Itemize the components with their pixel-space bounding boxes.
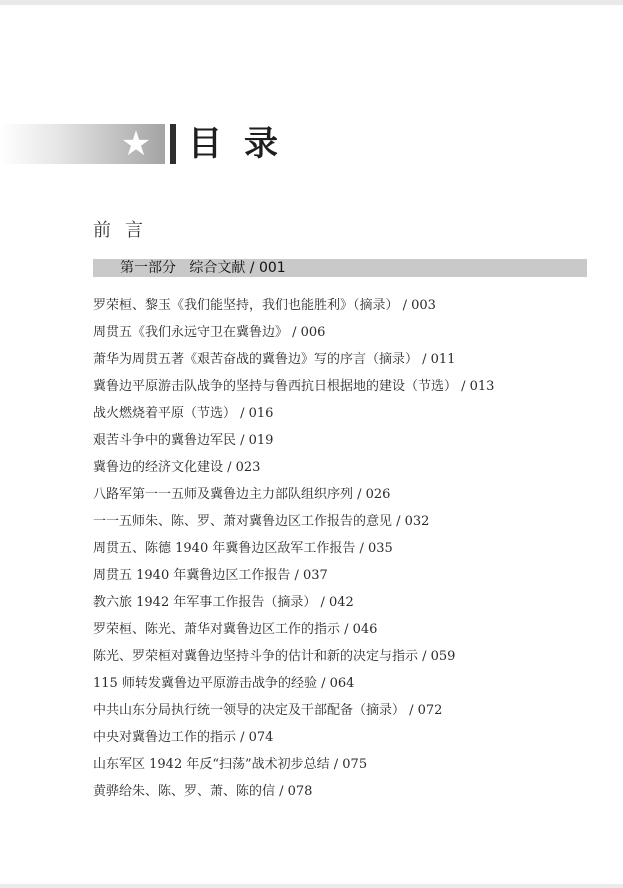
star-icon: ★ [120,124,152,164]
toc-entry[interactable]: 罗荣桓、黎玉《我们能坚持，我们也能胜利》（摘录） / 003 [93,298,436,313]
preface-heading[interactable]: 前言 [93,220,157,241]
toc-entry[interactable]: 萧华为周贯五著《艰苦奋战的冀鲁边》写的序言（摘录） / 011 [93,352,456,367]
toc-entry[interactable]: 艰苦斗争中的冀鲁边军民 / 019 [93,433,274,448]
toc-entry[interactable]: 黄骅给朱、陈、罗、萧、陈的信 / 078 [93,784,313,799]
page-title: 目录 [188,124,300,164]
toc-entry[interactable]: 罗荣桓、陈光、萧华对冀鲁边区工作的指示 / 046 [93,622,378,637]
header-vertical-bar [170,124,176,164]
toc-entry[interactable]: 八路军第一一五师及冀鲁边主力部队组织序列 / 026 [93,487,391,502]
toc-entry[interactable]: 周贯五 1940 年冀鲁边区工作报告 / 037 [93,568,328,583]
toc-entry[interactable]: 冀鲁边平原游击队战争的坚持与鲁西抗日根据地的建设（节选） / 013 [93,379,495,394]
top-edge-rule [0,0,623,5]
toc-entry[interactable]: 中共山东分局执行统一领导的决定及干部配备（摘录） / 072 [93,703,443,718]
bottom-edge-rule [0,884,623,888]
toc-entry[interactable]: 周贯五《我们永远守卫在冀鲁边》 / 006 [93,325,326,340]
toc-entry[interactable]: 一一五师朱、陈、罗、萧对冀鲁边区工作报告的意见 / 032 [93,514,430,529]
toc-entry[interactable]: 中央对冀鲁边工作的指示 / 074 [93,730,274,745]
toc-entry[interactable]: 115 师转发冀鲁边平原游击战争的经验 / 064 [93,676,355,691]
toc-entry[interactable]: 冀鲁边的经济文化建设 / 023 [93,460,261,475]
section-heading-label[interactable]: 第一部分 综合文献 / 001 [120,260,286,276]
toc-entry[interactable]: 周贯五、陈德 1940 年冀鲁边区敌军工作报告 / 035 [93,541,393,556]
toc-entry[interactable]: 教六旅 1942 年军事工作报告（摘录） / 042 [93,595,354,610]
toc-list [93,295,593,808]
toc-entry[interactable]: 陈光、罗荣桓对冀鲁边坚持斗争的估计和新的决定与指示 / 059 [93,649,456,664]
toc-entry[interactable]: 战火燃烧着平原（节选） / 016 [93,406,274,421]
toc-entry[interactable]: 山东军区 1942 年反“扫荡”战术初步总结 / 075 [93,757,368,772]
